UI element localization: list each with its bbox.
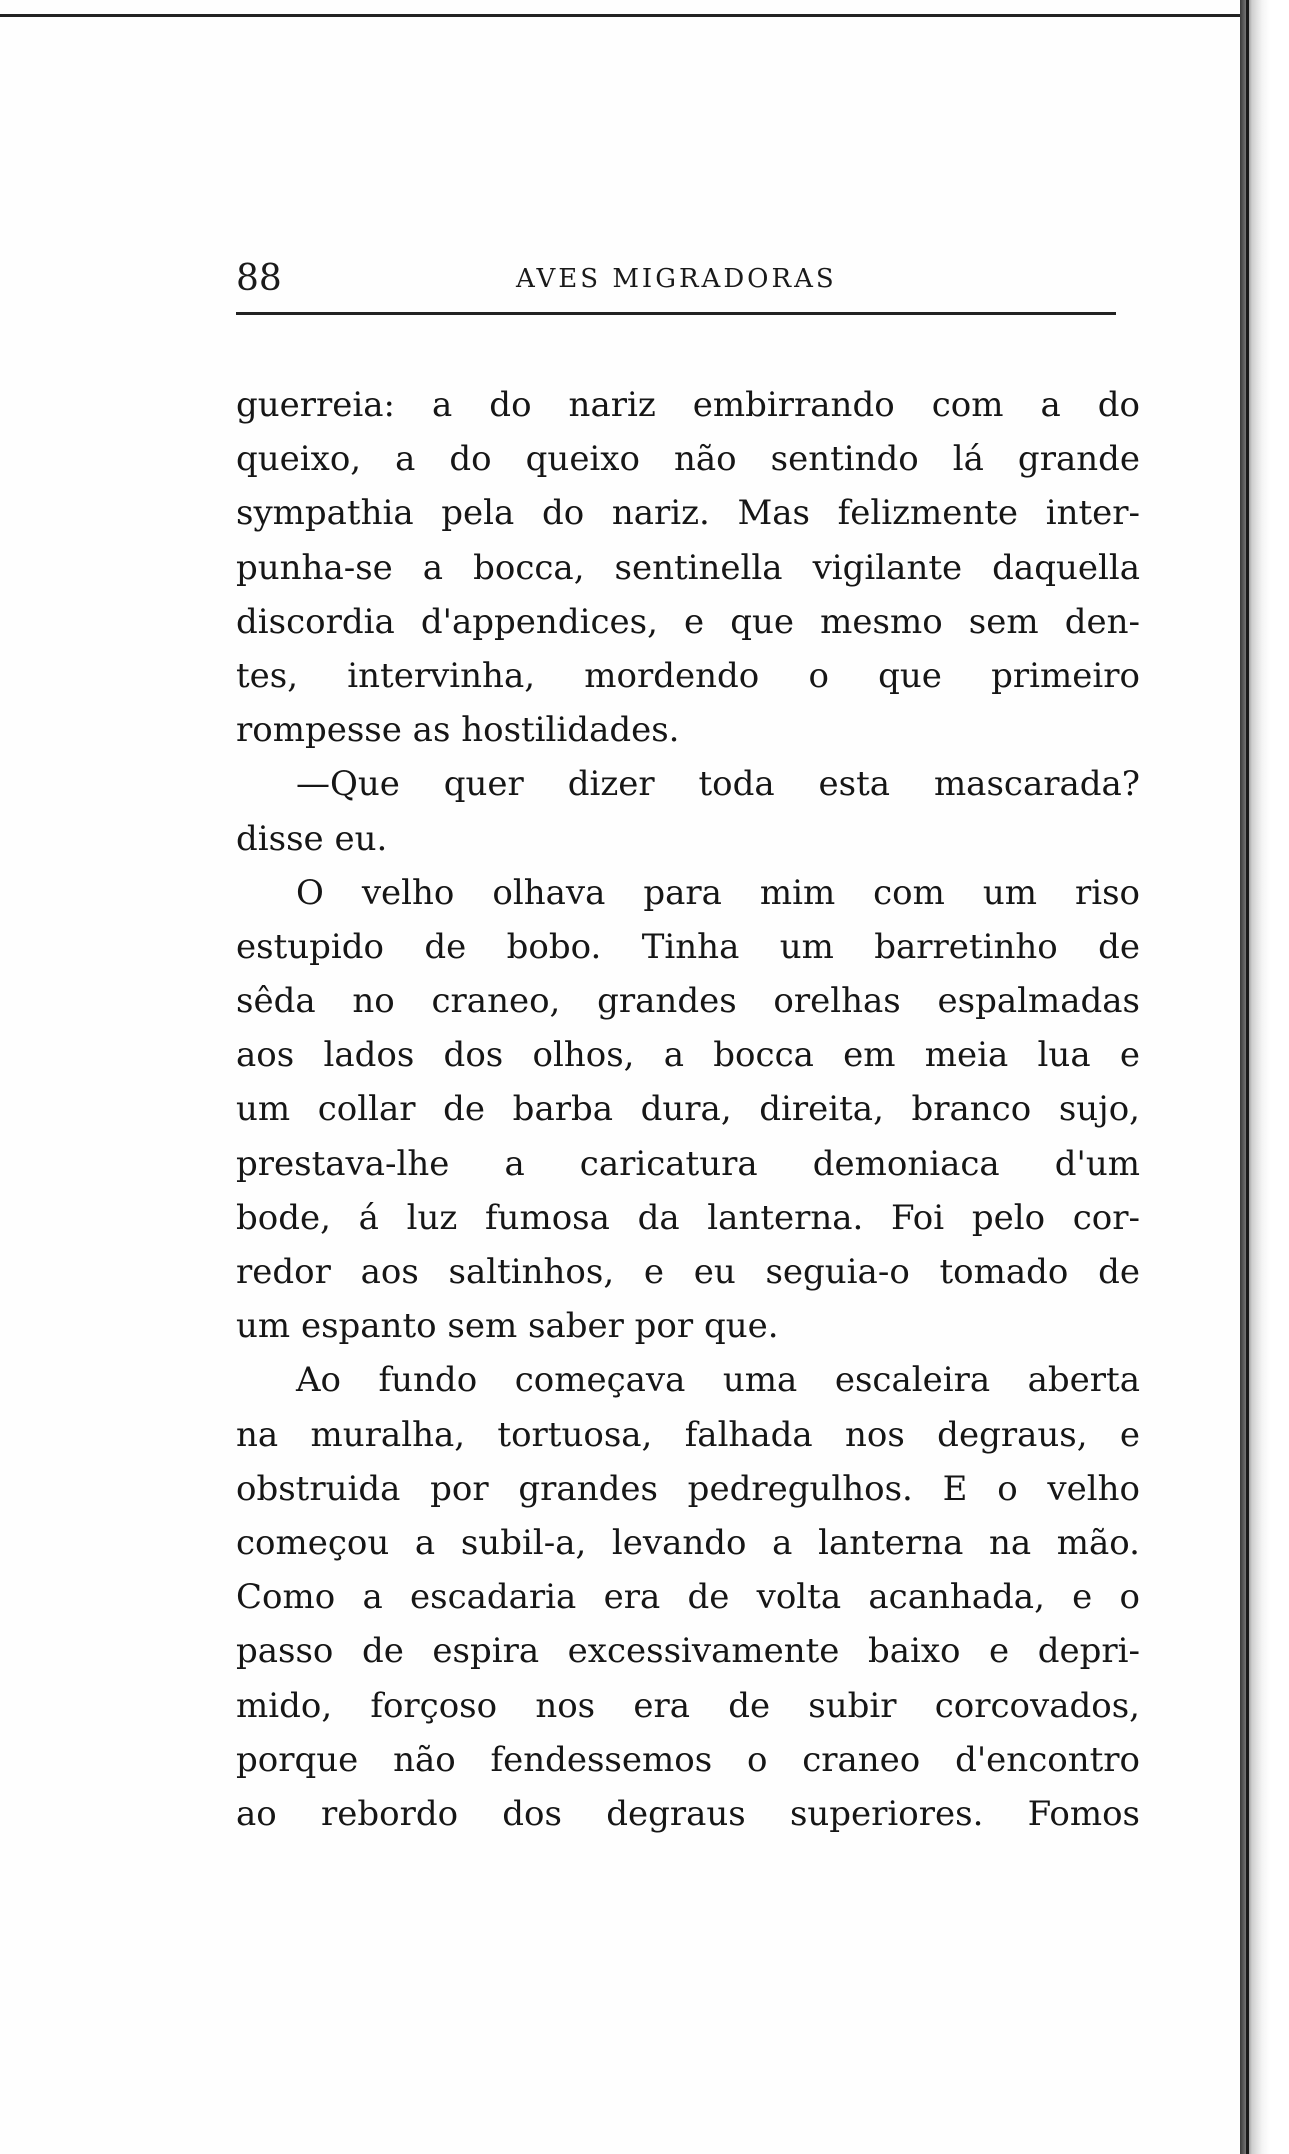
text-line: prestava-lhe a caricatura demoniaca d'um — [236, 1143, 1140, 1184]
page-number: 88 — [236, 258, 282, 299]
running-title: AVES MIGRADORAS — [516, 264, 837, 294]
text-line: mido, forçoso nos era de subir corcovados, — [236, 1685, 1140, 1726]
text-line: bode, á luz fumosa da lanterna. Foi pelo cor- — [236, 1197, 1140, 1238]
text-line: queixo, a do queixo não sentindo lá grande — [236, 439, 1140, 480]
top-border-line — [0, 14, 1240, 17]
text-line: Como a escadaria era de volta acanhada, e o — [236, 1577, 1140, 1618]
text-line: discordia d'appendices, e que mesmo sem den- — [236, 601, 1140, 642]
text-line: sympathia pela do nariz. Mas felizmente inter- — [236, 493, 1140, 534]
text-line: um espanto sem saber por que. — [236, 1306, 779, 1347]
text-line: O velho olhava para mim com um riso — [296, 872, 1140, 913]
body-text — [236, 378, 1140, 1841]
text-line: passo de espira excessivamente baixo e depri- — [236, 1631, 1140, 1672]
text-line: —Que quer dizer toda esta mascarada? — [296, 764, 1140, 805]
text-line: porque não fendessemos o craneo d'encontro — [236, 1739, 1140, 1780]
text-line: obstruida por grandes pedregulhos. E o velho — [236, 1468, 1140, 1509]
text-line: disse eu. — [236, 818, 388, 859]
text-line: começou a subil-a, levando a lanterna na mão. — [236, 1522, 1140, 1563]
text-line: estupido de bobo. Tinha um barretinho de — [236, 926, 1140, 967]
text-line: Ao fundo começava uma escaleira aberta — [296, 1360, 1140, 1401]
text-line: guerreia: a do nariz embirrando com a do — [236, 385, 1140, 425]
page-edge-line — [1246, 0, 1249, 2154]
text-line: punha-se a bocca, sentinella vigilante daquella — [236, 547, 1140, 588]
text-line: aos lados dos olhos, a bocca em meia lua e — [236, 1035, 1140, 1076]
text-line: um collar de barba dura, direita, branco sujo, — [236, 1089, 1140, 1130]
text-line: na muralha, tortuosa, falhada nos degraus, e — [236, 1414, 1140, 1455]
text-line: redor aos saltinhos, e eu seguia-o tomado de — [236, 1252, 1140, 1292]
text-line: sêda no craneo, grandes orelhas espalmadas — [236, 981, 1140, 1022]
running-head — [236, 248, 1116, 308]
text-line: ao rebordo dos degraus superiores. Fomos — [236, 1793, 1140, 1834]
text-line: rompesse as hostilidades. — [236, 710, 680, 751]
header-rule — [236, 312, 1116, 315]
text-line: tes, intervinha, mordendo o que primeiro — [236, 655, 1140, 696]
